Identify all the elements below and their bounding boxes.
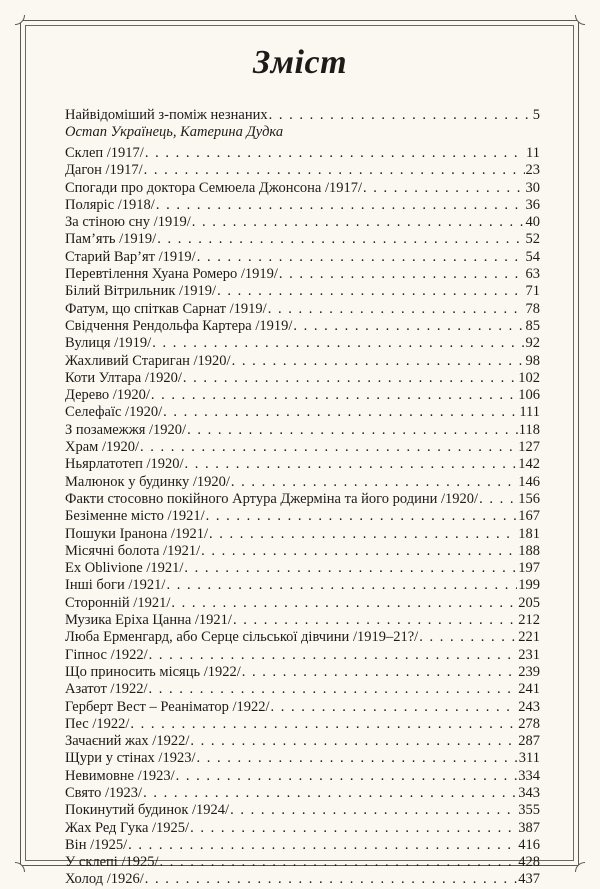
toc-entry[interactable] [65,802,540,819]
toc-entry-title: За стіною сну /1919/ [65,214,191,231]
dot-leader [201,543,517,560]
dot-leader [171,595,517,612]
dot-leader [148,681,517,698]
toc-entry-page-number: 428 [518,854,540,871]
dot-leader [233,612,517,629]
dot-leader [163,404,518,421]
toc-entry-title: Коти Ултара /1920/ [65,369,182,386]
toc-entry-page-number: 36 [525,196,540,213]
toc-entry[interactable] [65,353,540,370]
toc-entry-page-number: 181 [518,525,540,542]
toc-entry[interactable] [65,266,540,283]
toc-entry[interactable] [65,214,540,231]
toc-entry[interactable] [65,768,540,785]
toc-entry[interactable] [65,595,540,612]
toc-entry-title: Невимовне /1923/ [65,767,175,784]
dot-leader [145,145,525,162]
toc-entry-title: Білий Вітрильник /1919/ [65,283,217,300]
toc-entry-title: Люба Ерменгард, або Серце сільської дівчини /1919–21?/ [65,629,419,646]
toc-entry[interactable] [65,508,540,525]
dot-leader [183,370,517,387]
toc-entry-page-number: 197 [518,560,540,577]
toc-entry[interactable] [65,231,540,248]
toc-entry-page-number: 156 [518,490,540,507]
dot-leader [192,214,525,231]
toc-entry-title: Покинутий будинок /1924/ [65,802,230,819]
toc-entry-title: Зачаєний жах /1922/ [65,733,190,750]
toc-entry[interactable] [65,750,540,767]
toc-entry-page-number: 167 [518,508,540,525]
dot-leader [176,768,518,785]
toc-entry[interactable] [65,370,540,387]
dot-leader [363,180,524,197]
toc-entry-title: Інші боги /1921/ [65,577,166,594]
toc-entry-title: Щури у стінах /1923/ [65,750,196,767]
toc-entry[interactable] [65,699,540,716]
toc-entry-page-number: 11 [526,145,540,161]
intro-page-number: 5 [532,107,540,123]
dot-leader [479,491,517,508]
toc-entry-page-number: 71 [525,283,540,300]
toc-entry-page-number: 40 [525,214,540,231]
toc-entry-page-number: 199 [518,577,540,594]
toc-entry-title: Фатум, що спіткав Сарнат /1919/ [65,300,267,317]
toc-entry-title: Сторонній /1921/ [65,594,171,611]
toc-entry-title: Азатот /1922/ [65,681,148,698]
toc-entry-title: Селефаїс /1920/ [65,404,163,421]
toc-entry-page-number: 212 [518,612,540,629]
toc-entry-page-number: 106 [518,387,540,404]
dot-leader [293,318,524,335]
toc-entry-title: Герберт Вест – Реаніматор /1922/ [65,698,270,715]
toc-entry[interactable] [65,180,540,197]
dot-leader [271,699,518,716]
toc-entry-title: Храм /1920/ [65,439,140,456]
toc-entry-title: Що приносить місяць /1922/ [65,663,241,680]
toc-entry-title: У склепі /1925/ [65,854,159,871]
toc-entry[interactable] [65,733,540,750]
dot-leader [242,664,517,681]
dot-leader [209,526,517,543]
toc-entry-page-number: 98 [525,352,540,369]
toc-entry-page-number: 63 [525,266,540,283]
toc-entry-title: Місячні болота /1921/ [65,542,201,559]
intro-authors: Остап Українець, Катерина Дудка [65,124,284,140]
dot-leader [230,802,517,819]
dot-leader [144,162,525,179]
dot-leader [232,353,525,370]
dot-leader [184,560,517,577]
toc-entry[interactable] [65,439,540,456]
toc-entry-page-number: 127 [518,439,540,456]
toc-entry[interactable] [65,647,540,664]
toc-entry-page-number: 111 [519,404,540,421]
toc-entry-page-number: 85 [525,317,540,334]
toc-entry[interactable] [65,560,540,577]
page-title: Зміст [252,44,348,81]
toc-entry[interactable] [65,197,540,214]
toc-entry-page-number: 78 [525,300,540,317]
toc-entry-title: Поляріс /1918/ [65,196,155,213]
dot-leader [419,629,517,646]
toc-entry-page-number: 118 [518,421,540,438]
toc-entry-page-number: 387 [518,819,540,836]
toc-entry-page-number: 221 [518,629,540,646]
toc-entry-page-number: 241 [518,681,540,698]
dot-leader [128,837,517,854]
dot-leader [197,249,525,266]
toc-entry[interactable] [65,526,540,543]
toc-entry[interactable] [65,820,540,837]
toc-entry-page-number: 334 [518,767,540,784]
toc-entry-title: Холод /1926/ [65,871,144,888]
toc-entry[interactable] [65,612,540,629]
toc-entry-title: Гіпнос /1922/ [65,646,148,663]
dot-leader [151,387,517,404]
dot-leader [149,647,518,664]
toc-entry[interactable] [65,474,540,491]
toc-entry-page-number: 54 [525,248,540,265]
toc-entry-title: Склеп /1917/ [65,145,144,161]
intro-entry[interactable] [65,107,540,124]
toc-entry[interactable] [65,491,540,508]
dot-leader [190,733,517,750]
toc-entry-title: Спогади про доктора Семюела Джонсона /1917/ [65,179,363,196]
toc-entry-page-number: 416 [518,836,540,853]
toc-entry-title: З позамежжя /1920/ [65,421,187,438]
dot-leader [145,871,518,888]
toc-entry-title: Свідчення Рендольфа Картера /1919/ [65,317,293,334]
toc-entry-title: Факти стосовно покійного Артура Джерміна та його родини /1920/ [65,490,479,507]
toc-entry-title: Дагон /1917/ [65,162,143,179]
toc-entry-page-number: 231 [518,646,540,663]
toc-entry-page-number: 243 [518,698,540,715]
dot-leader [140,439,517,456]
toc-entry-title: Пес /1922/ [65,715,130,732]
toc-entry[interactable] [65,145,540,162]
toc-entry[interactable] [65,283,540,300]
toc-entry-title: Свято /1923/ [65,784,143,801]
toc-entry[interactable] [65,629,540,646]
toc-entry-page-number: 52 [525,231,540,248]
dot-leader [190,820,517,837]
toc-entry[interactable] [65,249,540,266]
dot-leader [160,854,518,871]
toc-entry-page-number: 188 [518,542,540,559]
toc-entry-page-number: 437 [518,871,540,888]
toc-entry-title: Безіменне місто /1921/ [65,508,205,525]
dot-leader [268,301,525,318]
toc-entry-page-number: 278 [518,715,540,732]
toc-entry-title: Жахливий Стариган /1920/ [65,352,231,369]
toc-entry-title: Музика Еріха Цанна /1921/ [65,612,232,629]
toc-entry[interactable] [65,318,540,335]
toc-entry-page-number: 30 [525,179,540,196]
dot-leader [269,107,532,124]
intro-title: Найвідоміший з-поміж незнаних [65,107,268,123]
toc-entry-page-number: 355 [518,802,540,819]
toc-entry[interactable] [65,387,540,404]
toc-entry-page-number: 311 [518,750,540,767]
toc-entry[interactable] [65,681,540,698]
toc-entry[interactable] [65,456,540,473]
toc-entry-page-number: 343 [518,784,540,801]
dot-leader [130,716,517,733]
dot-leader [143,785,517,802]
dot-leader [187,422,518,439]
toc-entry-title: Дерево /1920/ [65,387,150,404]
toc-entry[interactable] [65,871,540,888]
toc-entry[interactable] [65,422,540,439]
toc-entry[interactable] [65,716,540,733]
dot-leader [279,266,525,283]
table-of-contents [65,145,540,889]
toc-entry[interactable] [65,854,540,871]
toc-entry-page-number: 23 [525,162,540,179]
toc-entry-title: Пошуки Іранона /1921/ [65,525,208,542]
toc-entry[interactable] [65,785,540,802]
dot-leader [166,577,517,594]
intro-section [65,107,540,141]
toc-entry[interactable] [65,404,540,421]
dot-leader [206,508,518,525]
toc-entry[interactable] [65,162,540,179]
dot-leader [157,231,524,248]
toc-entry[interactable] [65,577,540,594]
toc-entry-title: Жах Ред Гука /1925/ [65,819,190,836]
toc-entry-title: Ньярлатотеп /1920/ [65,456,184,473]
toc-entry[interactable] [65,543,540,560]
dot-leader [152,335,524,352]
toc-entry-title: Він /1925/ [65,836,128,853]
toc-entry-title: Вулиця /1919/ [65,335,152,352]
dot-leader [185,456,518,473]
toc-entry-page-number: 102 [518,369,540,386]
toc-entry-page-number: 142 [518,456,540,473]
toc-entry[interactable] [65,664,540,681]
toc-entry-page-number: 239 [518,663,540,680]
dot-leader [197,750,518,767]
toc-entry[interactable] [65,301,540,318]
toc-entry-title: Старий Вар’ят /1919/ [65,248,196,265]
toc-entry-title: Ex Oblivione /1921/ [65,560,184,577]
dot-leader [231,474,517,491]
toc-entry-page-number: 92 [525,335,540,352]
toc-entry-title: Пам’ять /1919/ [65,231,157,248]
toc-entry[interactable] [65,837,540,854]
toc-entry-title: Перевтілення Хуана Ромеро /1919/ [65,266,278,283]
dot-leader [217,283,524,300]
dot-leader [156,197,525,214]
toc-entry-page-number: 287 [518,733,540,750]
toc-entry-title: Малюнок у будинку /1920/ [65,473,230,490]
toc-entry-page-number: 205 [518,594,540,611]
toc-entry[interactable] [65,335,540,352]
toc-entry-page-number: 146 [518,473,540,490]
